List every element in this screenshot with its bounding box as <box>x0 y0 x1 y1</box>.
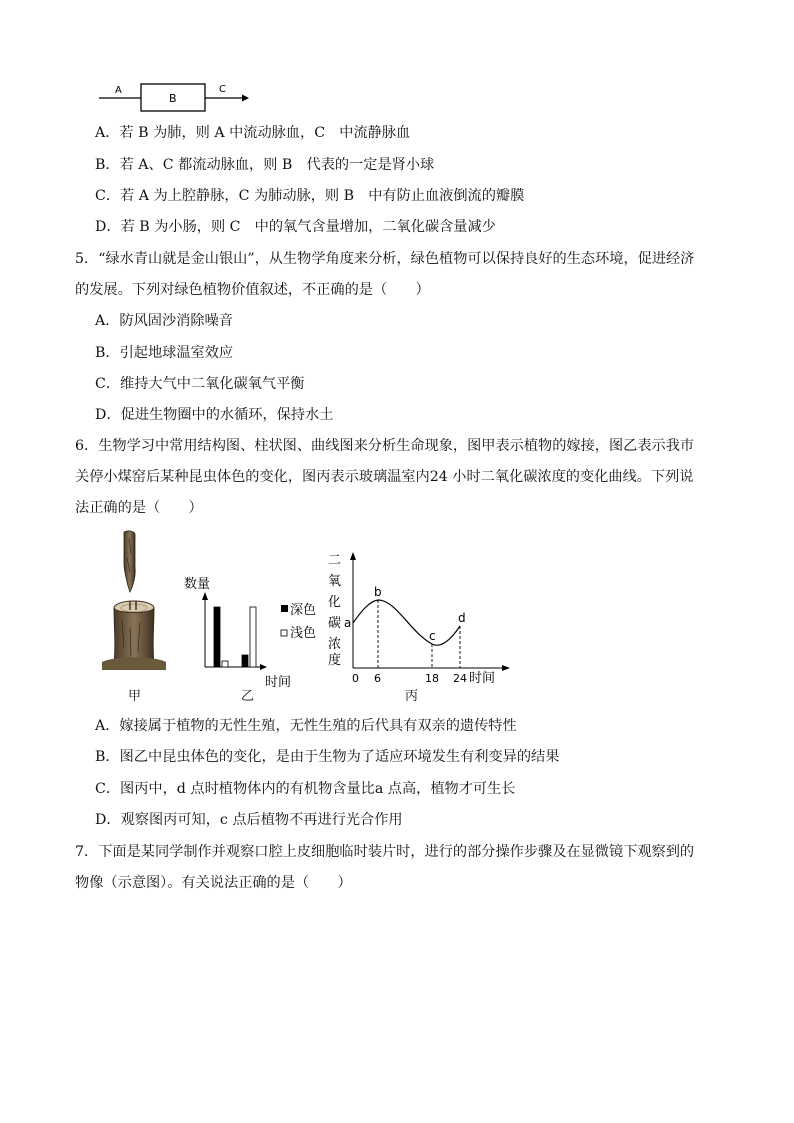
flow-diagram <box>95 78 255 118</box>
bar-light-0 <box>222 661 228 667</box>
q5-option-a: A．防风固沙消除噪音 <box>95 313 233 329</box>
q6-stem-line3: 法正确的是（ ） <box>75 500 203 516</box>
q5-option-b: B．引起地球温室效应 <box>95 345 234 361</box>
q4-option-a: A．若 B 为肺，则 A 中流动脉血，C 中流静脉血 <box>95 125 411 141</box>
bar-chart-ylabel: 数量 <box>184 577 211 592</box>
fig-bing-label: 丙 <box>405 689 419 704</box>
co2-point-d: d <box>458 611 466 625</box>
co2-tick-24: 24 <box>453 672 467 685</box>
co2-point-c: c <box>429 629 436 643</box>
bar-chart-xlabel: 时间 <box>265 675 292 690</box>
graft-illustration <box>100 528 168 673</box>
fig-yi-label: 乙 <box>241 689 255 704</box>
legend-dark-label: 深色 <box>290 603 317 618</box>
q5-option-d: D．促进生物圈中的水循环，保持水土 <box>95 407 334 423</box>
q4-option-b: B．若 A、C 都流动脉血，则 B 代表的一定是肾小球 <box>95 157 435 173</box>
q6-option-c: C．图丙中，d 点时植物体内的有机物含量比a 点高，植物才可生长 <box>95 781 516 797</box>
q6-option-b: B．图乙中昆虫体色的变化，是由于生物为了适应环境发生有利变异的结果 <box>95 749 560 765</box>
bar-dark-0 <box>214 607 220 667</box>
bar-chart <box>180 570 330 692</box>
co2-ylabel-6: 度 <box>328 653 342 668</box>
co2-ylabel-5: 浓 <box>328 637 342 652</box>
co2-ylabel-4: 碳 <box>328 616 342 631</box>
flow-label-b: B <box>169 92 177 105</box>
co2-ylabel-2: 氧 <box>328 574 342 589</box>
co2-curve-chart <box>322 548 512 688</box>
co2-ylabel-3: 化 <box>328 595 342 610</box>
q6-option-a: A．嫁接属于植物的无性生殖，无性生殖的后代具有双亲的遗传特性 <box>95 718 517 734</box>
legend-dark-swatch <box>281 605 288 612</box>
q4-option-d: D．若 B 为小肠，则 C 中的氧气含量增加，二氧化碳含量减少 <box>95 219 496 235</box>
co2-point-a: a <box>344 616 352 630</box>
co2-tick-0: 0 <box>352 672 359 685</box>
flow-label-a: A <box>115 85 122 96</box>
co2-ylabel-1: 二 <box>328 553 342 568</box>
flow-label-c: C <box>219 84 226 95</box>
q5-stem-line1: 5．“绿水青山就是金山银山”，从生物学角度来分析，绿色植物可以保持良好的生态环境，促进经济 <box>75 251 695 267</box>
q4-option-c: C．若 A 为上腔静脉，C 为肺动脉，则 B 中有防止血液倒流的瓣膜 <box>95 188 525 204</box>
legend-light-swatch <box>281 630 287 636</box>
q7-stem-line2: 物像（示意图）。有关说法正确的是（ ） <box>75 875 352 891</box>
q6-stem-line1: 6．生物学习中常用结构图、柱状图、曲线图来分析生命现象，图甲表示植物的嫁接，图乙表示我市 <box>75 438 695 454</box>
co2-tick-6: 6 <box>374 672 381 685</box>
bar-light-1 <box>250 607 256 667</box>
legend-light-label: 浅色 <box>290 626 317 641</box>
q6-stem-line2: 关停小煤窑后某种昆虫体色的变化，图丙表示玻璃温室内24 小时二氧化碳浓度的变化曲线。下列说 <box>75 469 694 485</box>
q6-option-d: D．观察图丙可知，c 点后植物不再进行光合作用 <box>95 812 403 828</box>
fig-jia-label: 甲 <box>128 689 142 704</box>
q5-option-c: C．维持大气中二氧化碳氧气平衡 <box>95 376 305 392</box>
co2-tick-18: 18 <box>425 672 439 685</box>
co2-point-b: b <box>374 585 382 599</box>
q7-stem-line1: 7．下面是某同学制作并观察口腔上皮细胞临时装片时，进行的部分操作步骤及在显微镜下观察到的 <box>75 844 695 860</box>
q5-stem-line2: 的发展。下列对绿色植物价值叙述，不正确的是（ ） <box>75 282 430 298</box>
co2-xlabel: 时间 <box>469 671 496 686</box>
bar-dark-1 <box>242 655 248 667</box>
